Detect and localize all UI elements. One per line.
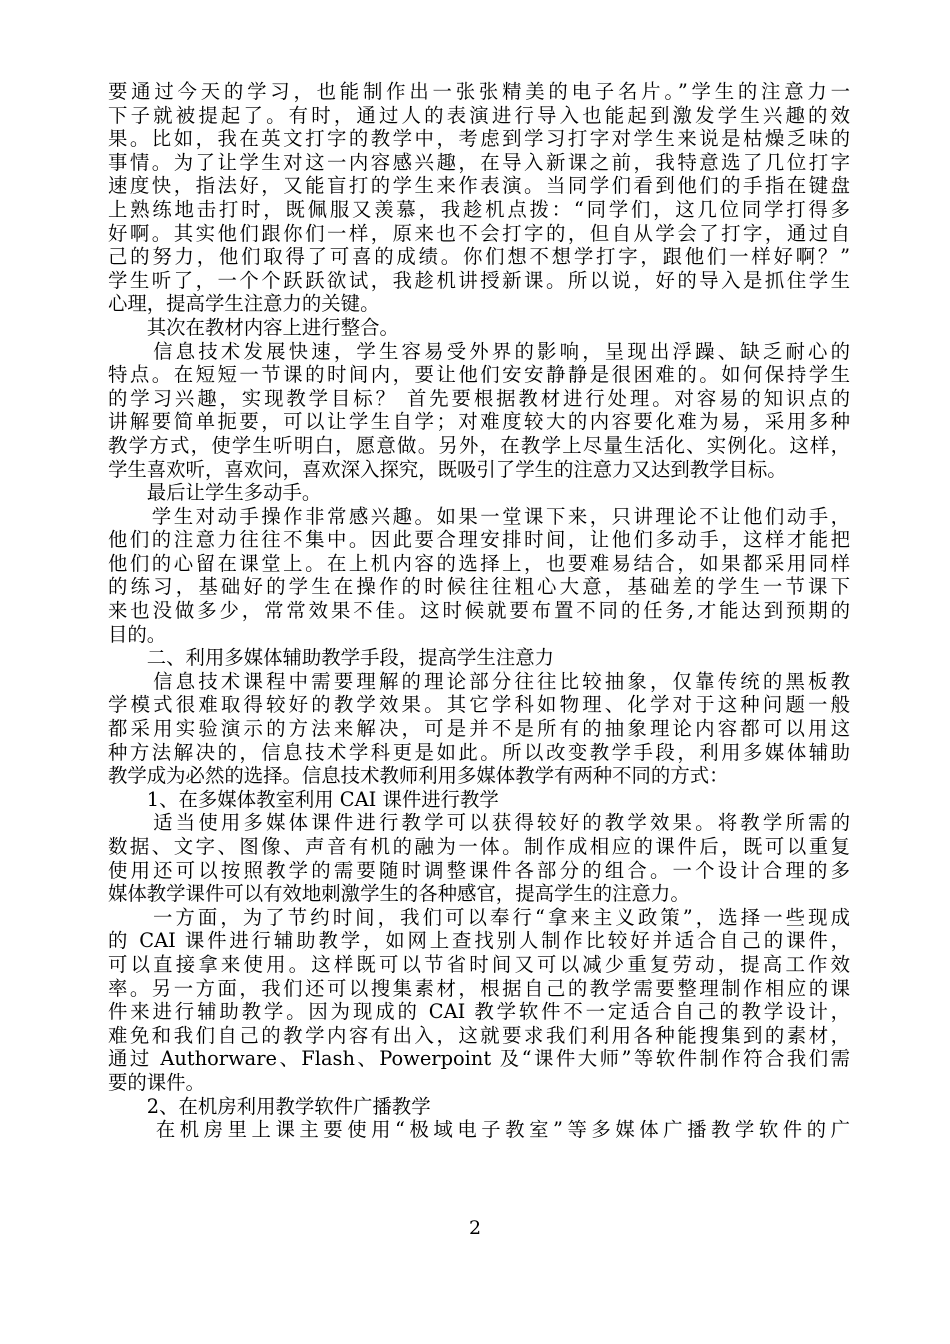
text-line: 二、利用多媒体辅助教学手段，提高学生注意力 xyxy=(108,646,554,670)
text-line: 己的努力，他们取得了可喜的成绩。你们想不想学打字，跟他们一样好啊？” xyxy=(108,245,850,269)
text-line: 信息技术发展快速，学生容易受外界的影响，呈现出浮躁、缺乏耐心的 xyxy=(108,339,850,363)
text-line: 难免和我们自己的教学内容有出入，这就要求我们利用各种能搜集到的素材， xyxy=(108,1023,850,1047)
text-line: 讲解要简单扼要，可以让学生自学；对难度较大的内容要化难为易，采用多种 xyxy=(108,410,850,434)
text-line: 教学成为必然的选择。信息技术教师利用多媒体教学有两种不同的方式： xyxy=(108,764,729,788)
text-line: 学模式很难取得较好的教学效果。其它学科如物理、化学对于这种问题一般 xyxy=(108,693,850,717)
text-line: 他们的心留在课堂上。在上机内容的选择上，也要难易结合，如果都采用同样 xyxy=(108,551,850,575)
text-line: 心理，提高学生注意力的关键。 xyxy=(108,292,380,316)
document-body xyxy=(108,80,850,1142)
text-line: 率。另一方面，我们还可以搜集素材，根据自己的教学需要整理制作相应的课 xyxy=(108,976,850,1000)
text-line: 使用还可以按照教学的需要随时调整课件各部分的组合。一个设计合理的多 xyxy=(108,858,850,882)
text-line: 数据、文字、图像、声音有机的融为一体。制作成相应的课件后，既可以重复 xyxy=(108,835,850,858)
text-line: 要的课件。 xyxy=(108,1070,205,1094)
text-line: 1、在多媒体教室利用 CAI 课件进行教学 xyxy=(108,787,499,811)
text-line: 种方法解决的，信息技术学科更是如此。所以改变教学手段，利用多媒体辅助 xyxy=(108,740,850,764)
text-line: 2、在机房利用教学软件广播教学 xyxy=(108,1094,431,1118)
text-line: 通过 Authorware、Flash、Powerpoint 及“课件大师”等软件制作符合我们需 xyxy=(108,1047,850,1071)
text-line: 都采用实验演示的方法来解决，可是并不是所有的抽象理论内容都可以用这 xyxy=(108,717,850,741)
text-line: 学生对动手操作非常感兴趣。如果一堂课下来，只讲理论不让他们动手， xyxy=(108,504,850,528)
text-line: 他们的注意力往往不集中。因此要合理安排时间，让他们多动手，这样才能把 xyxy=(108,528,850,552)
text-line: 可以直接拿来使用。这样既可以节省时间又可以减少重复劳动，提高工作效 xyxy=(108,952,850,976)
text-line: 件来进行辅助教学。因为现成的 CAI 教学软件不一定适合自己的教学设计， xyxy=(108,1000,850,1024)
page-number: 2 xyxy=(468,1217,482,1239)
text-line: 上熟练地击打时，既佩服又羡慕，我趁机点拨：“同学们，这几位同学打得多 xyxy=(108,197,850,221)
text-line: 适当使用多媒体课件进行教学可以获得较好的教学效果。将教学所需的 xyxy=(108,811,850,835)
text-line: 果。比如，我在英文打字的教学中，考虑到学习打字对学生来说是枯燥乏味的 xyxy=(108,127,850,151)
text-line: 要通过今天的学习，也能制作出一张张精美的电子名片。”学生的注意力一 xyxy=(108,80,850,103)
text-line: 一方面，为了节约时间，我们可以奉行“拿来主义政策”，选择一些现成 xyxy=(108,905,850,929)
text-line: 的练习，基础好的学生在操作的时候往往粗心大意，基础差的学生一节课下 xyxy=(108,575,850,599)
text-line: 学生听了，一个个跃跃欲试，我趁机讲授新课。所以说，好的导入是抓住学生 xyxy=(108,268,850,292)
text-line: 信息技术课程中需要理解的理论部分往往比较抽象，仅靠传统的黑板教 xyxy=(108,669,850,693)
text-line: 其次在教材内容上进行整合。 xyxy=(108,315,399,339)
text-line: 来也没做多少，常常效果不佳。这时候就要布置不同的任务,才能达到预期的 xyxy=(108,599,850,623)
text-line: 媒体教学课件可以有效地刺激学生的各种感官，提高学生的注意力。 xyxy=(108,882,690,906)
text-line: 的 CAI 课件进行辅助教学，如网上查找别人制作比较好并适合自己的课件， xyxy=(108,929,850,953)
text-line: 速度快，指法好，又能盲打的学生来作表演。当同学们看到他们的手指在键盘 xyxy=(108,174,850,198)
text-line: 目的。 xyxy=(108,622,167,646)
text-line: 教学方式，使学生听明白，愿意做。另外，在教学上尽量生活化、实例化。这样， xyxy=(108,433,850,457)
text-line: 学生喜欢听，喜欢问，喜欢深入探究，既吸引了学生的注意力又达到教学目标。 xyxy=(108,457,787,481)
text-line: 特点。在短短一节课的时间内，要让他们安安静静是很困难的。如何保持学生 xyxy=(108,363,850,387)
text-line: 事情。为了让学生对这一内容感兴趣，在导入新课之前，我特意选了几位打字 xyxy=(108,150,850,174)
text-line: 下子就被提起了。有时，通过人的表演进行导入也能起到激发学生兴趣的效 xyxy=(108,103,850,127)
text-line: 好啊。其实他们跟你们一样，原来也不会打字的，但自从学会了打字，通过自 xyxy=(108,221,850,245)
text-line: 最后让学生多动手。 xyxy=(108,481,322,505)
text-line: 在机房里上课主要使用“极域电子教室”等多媒体广播教学软件的广 xyxy=(108,1118,850,1142)
text-line: 的学习兴趣，实现教学目标？ 首先要根据教材进行处理。对容易的知识点的 xyxy=(108,386,850,410)
